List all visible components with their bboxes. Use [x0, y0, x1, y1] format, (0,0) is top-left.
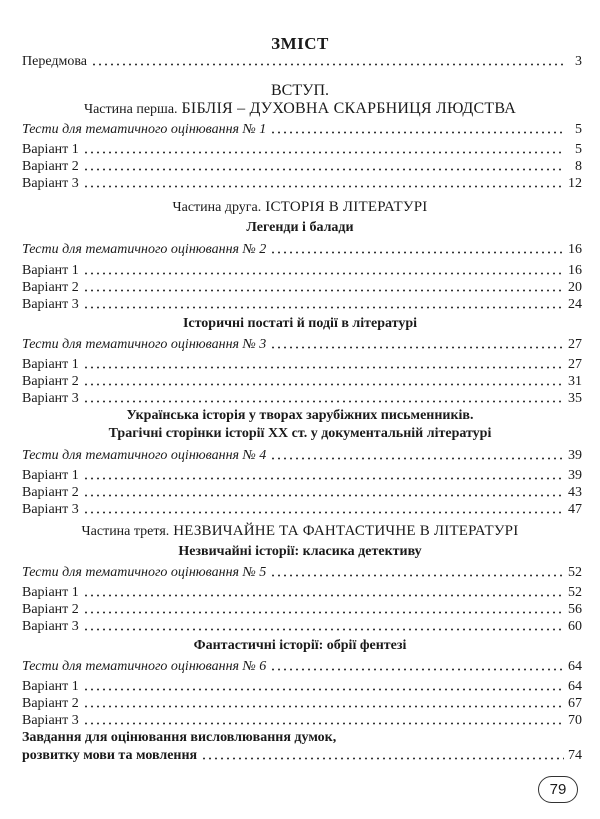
entry-page: 16	[568, 242, 582, 257]
toc-entry-variant[interactable]	[22, 483, 582, 501]
leader-dots	[83, 511, 564, 514]
entry-label: Варіант 3	[22, 713, 79, 728]
leader-dots	[83, 306, 564, 309]
entry-page: 67	[568, 696, 582, 711]
entry-page: 31	[568, 374, 582, 389]
toc-entry-variant[interactable]	[22, 466, 582, 484]
entry-page: 47	[568, 502, 582, 517]
entry-label: Варіант 2	[22, 374, 79, 389]
entry-label: Тести для тематичного оцінювання № 6	[22, 659, 267, 674]
leader-dots	[83, 400, 564, 403]
toc-entry-preface[interactable]	[22, 52, 582, 70]
toc-entry-variant[interactable]	[22, 261, 582, 279]
part2-prefix: Частина друга.	[172, 200, 262, 215]
toc-entry-tasks[interactable]	[22, 746, 582, 764]
toc-entry-variant[interactable]	[22, 278, 582, 296]
toc-entry-variant[interactable]	[22, 372, 582, 390]
toc-entry-test-6[interactable]	[22, 657, 582, 675]
toc-entry-variant[interactable]	[22, 617, 582, 635]
leader-dots	[201, 757, 564, 760]
entry-page: 27	[568, 357, 582, 372]
page-number-badge: 79	[538, 776, 578, 803]
tasks-heading-line1: Завдання для оцінювання висловлювання думок,	[22, 730, 337, 745]
toc-entry-test-2[interactable]	[22, 240, 582, 258]
entry-label: Варіант 2	[22, 159, 79, 174]
entry-label: Варіант 1	[22, 357, 79, 372]
entry-page: 64	[568, 659, 582, 674]
toc-entry-variant[interactable]	[22, 389, 582, 407]
part1-heading	[0, 100, 600, 118]
leader-dots	[270, 251, 564, 254]
toc-entry-variant[interactable]	[22, 677, 582, 695]
toc-entry-test-1[interactable]	[22, 120, 582, 138]
entry-page: 43	[568, 485, 582, 500]
entry-page: 3	[575, 54, 582, 69]
leader-dots	[83, 611, 564, 614]
leader-dots	[83, 594, 564, 597]
section-heading-line2: Трагічні сторінки історії ХХ ст. у документальній літературі	[108, 426, 492, 441]
leader-dots	[83, 688, 564, 691]
leader-dots	[91, 63, 564, 66]
toc-entry-test-4[interactable]	[22, 446, 582, 464]
entry-label: Варіант 2	[22, 696, 79, 711]
entry-page: 20	[568, 280, 582, 295]
section-heading: Легенди і балади	[246, 220, 354, 235]
toc-entry-variant[interactable]	[22, 157, 582, 175]
section-heading: Фантастичні історії: обрії фентезі	[193, 638, 407, 653]
section-heading: Історичні постаті й події в літературі	[182, 316, 418, 331]
toc-entry-variant[interactable]	[22, 174, 582, 192]
entry-label: Варіант 1	[22, 679, 79, 694]
entry-page: 39	[568, 468, 582, 483]
entry-page: 56	[568, 602, 582, 617]
entry-label: Тести для тематичного оцінювання № 2	[22, 242, 267, 257]
entry-label: Варіант 1	[22, 468, 79, 483]
entry-label: Варіант 2	[22, 602, 79, 617]
entry-label: Варіант 2	[22, 280, 79, 295]
entry-page: 52	[568, 585, 582, 600]
toc-entry-variant[interactable]	[22, 355, 582, 373]
section-heading: Українська історія у творах зарубіжних письменників.	[126, 408, 474, 423]
leader-dots	[270, 346, 564, 349]
entry-label: Тести для тематичного оцінювання № 5	[22, 565, 267, 580]
entry-label: розвитку мови та мовлення	[22, 748, 198, 763]
entry-label: Варіант 2	[22, 485, 79, 500]
entry-page: 74	[568, 748, 582, 763]
entry-page: 16	[568, 263, 582, 278]
leader-dots	[83, 185, 564, 188]
entry-page: 8	[575, 159, 582, 174]
leader-dots	[270, 574, 564, 577]
entry-label: Варіант 1	[22, 142, 79, 157]
toc-entry-variant[interactable]	[22, 500, 582, 518]
part2-heading	[0, 198, 600, 216]
leader-dots	[83, 722, 564, 725]
entry-page: 39	[568, 448, 582, 463]
leader-dots	[83, 383, 564, 386]
entry-label: Варіант 3	[22, 176, 79, 191]
toc-entry-variant[interactable]	[22, 583, 582, 601]
leader-dots	[83, 168, 564, 171]
entry-page: 70	[568, 713, 582, 728]
leader-dots	[83, 628, 564, 631]
intro-heading: ВСТУП.	[271, 82, 329, 99]
entry-page: 5	[575, 122, 582, 137]
toc-entry-variant[interactable]	[22, 600, 582, 618]
leader-dots	[270, 668, 564, 671]
part1-prefix: Частина перша.	[83, 102, 178, 117]
entry-page: 35	[568, 391, 582, 406]
entry-label: Варіант 1	[22, 263, 79, 278]
leader-dots	[83, 272, 564, 275]
part2-name: ІСТОРІЯ В ЛІТЕРАТУРІ	[265, 199, 428, 215]
toc-entry-variant[interactable]	[22, 711, 582, 729]
entry-label: Варіант 3	[22, 391, 79, 406]
part3-name: НЕЗВИЧАЙНЕ ТА ФАНТАСТИЧНЕ В ЛІТЕРАТУРІ	[173, 523, 519, 539]
toc-entry-variant[interactable]	[22, 295, 582, 313]
leader-dots	[83, 366, 564, 369]
entry-page: 60	[568, 619, 582, 634]
entry-page: 52	[568, 565, 582, 580]
leader-dots	[83, 705, 564, 708]
entry-label: Варіант 3	[22, 297, 79, 312]
leader-dots	[83, 289, 564, 292]
entry-label: Варіант 3	[22, 619, 79, 634]
toc-entry-test-3[interactable]	[22, 335, 582, 353]
part1-name: БІБЛІЯ – ДУХОВНА СКАРБНИЦЯ ЛЮДСТВА	[181, 100, 516, 117]
entry-page: 5	[575, 142, 582, 157]
entry-label: Варіант 1	[22, 585, 79, 600]
leader-dots	[83, 494, 564, 497]
toc-entry-variant[interactable]	[22, 140, 582, 158]
toc-entry-test-5[interactable]	[22, 563, 582, 581]
entry-label: Тести для тематичного оцінювання № 4	[22, 448, 267, 463]
entry-label: Передмова	[22, 54, 87, 69]
part3-prefix: Частина третя.	[81, 524, 170, 539]
leader-dots	[270, 457, 564, 460]
entry-page: 64	[568, 679, 582, 694]
entry-label: Тести для тематичного оцінювання № 1	[22, 122, 267, 137]
toc-entry-variant[interactable]	[22, 694, 582, 712]
entry-page: 27	[568, 337, 582, 352]
entry-page: 24	[568, 297, 582, 312]
entry-label: Варіант 3	[22, 502, 79, 517]
toc-title: ЗМІСТ	[271, 34, 329, 53]
leader-dots	[83, 477, 564, 480]
section-heading: Незвичайні історії: класика детективу	[178, 544, 422, 559]
entry-label: Тести для тематичного оцінювання № 3	[22, 337, 267, 352]
leader-dots	[270, 131, 564, 134]
part3-heading	[0, 522, 600, 540]
entry-page: 12	[568, 176, 582, 191]
leader-dots	[83, 151, 564, 154]
